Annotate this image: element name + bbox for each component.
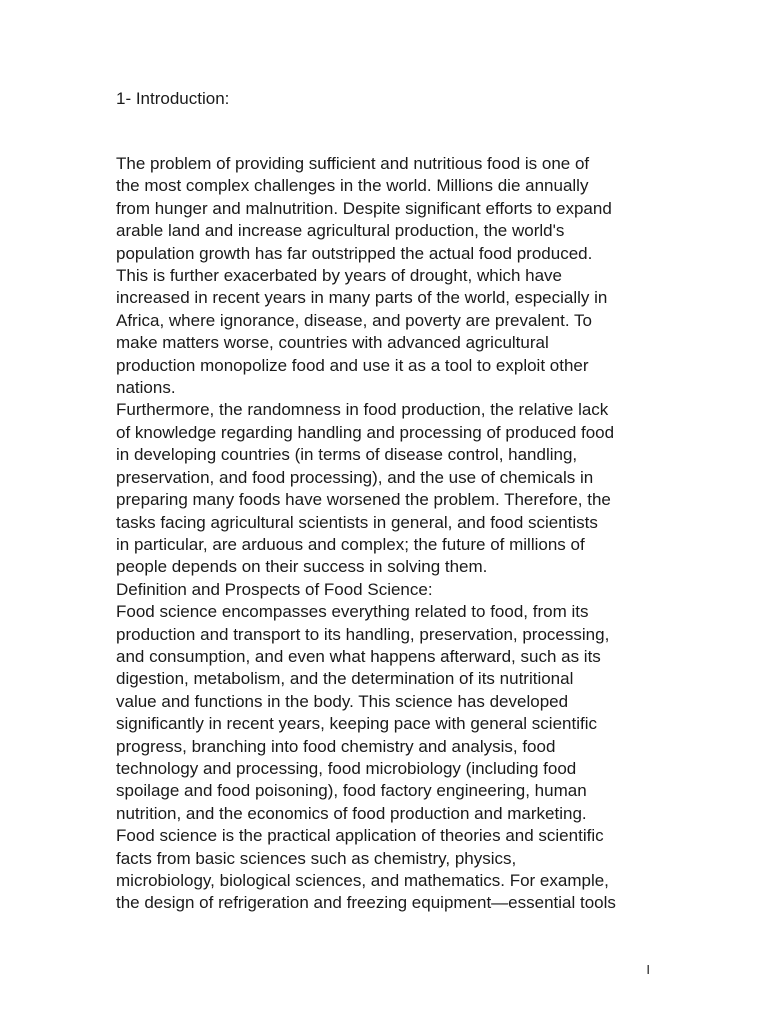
text-line: value and functions in the body. This science has developed bbox=[116, 691, 569, 711]
text-line: and consumption, and even what happens afterward, such as its bbox=[116, 646, 601, 666]
text-line: Food science is the practical application of theories and scientific bbox=[116, 826, 604, 846]
text-line: people depends on their success in solving them. bbox=[116, 557, 488, 577]
text-line: preservation, and food processing), and the use of chemicals in bbox=[116, 467, 594, 487]
text-line: Furthermore, the randomness in food production, the relative lack bbox=[116, 400, 609, 420]
text-line: nutrition, and the economics of food production and marketing. bbox=[116, 803, 587, 823]
page-number: I bbox=[646, 962, 650, 977]
text-line: significantly in recent years, keeping pace with general scientific bbox=[116, 714, 597, 734]
text-line: This is further exacerbated by years of drought, which have bbox=[116, 266, 563, 286]
text-line: production and transport to its handling, preservation, processing, bbox=[116, 624, 610, 644]
text-line: from hunger and malnutrition. Despite significant efforts to expand bbox=[116, 198, 612, 218]
text-line: production monopolize food and use it as a tool to exploit other bbox=[116, 355, 589, 375]
text-line: The problem of providing sufficient and nutritious food is one of bbox=[116, 154, 590, 173]
text-line: the most complex challenges in the world. Millions die annually bbox=[116, 176, 589, 196]
text-line: increased in recent years in many parts of the world, especially in bbox=[116, 288, 608, 308]
text-line: microbiology, biological sciences, and mathematics. For example, bbox=[116, 871, 609, 890]
text-line: make matters worse, countries with advanced agricultural bbox=[116, 333, 549, 353]
section-heading: 1- Introduction: bbox=[116, 89, 230, 108]
text-line: digestion, metabolism, and the determination of its nutritional bbox=[116, 669, 574, 689]
text-line: in developing countries (in terms of disease control, handling, bbox=[116, 445, 578, 465]
text-line: the design of refrigeration and freezing equipment—essential tools bbox=[116, 893, 616, 913]
text-line: arable land and increase agricultural production, the world's bbox=[116, 221, 565, 241]
text-line: population growth has far outstripped the actual food produced. bbox=[116, 243, 593, 263]
text-line: Africa, where ignorance, disease, and poverty are prevalent. To bbox=[116, 310, 592, 330]
text-line: Food science encompasses everything related to food, from its bbox=[116, 602, 589, 622]
body-text bbox=[116, 153, 661, 915]
text-line: progress, branching into food chemistry and analysis, food bbox=[116, 736, 556, 756]
subheading-line: Definition and Prospects of Food Science: bbox=[116, 579, 433, 599]
text-line: facts from basic sciences such as chemistry, physics, bbox=[116, 848, 517, 868]
text-line: spoilage and food poisoning), food factory engineering, human bbox=[116, 781, 587, 801]
text-line: nations. bbox=[116, 378, 176, 398]
text-line: preparing many foods have worsened the problem. Therefore, the bbox=[116, 490, 611, 510]
text-line: in particular, are arduous and complex; the future of millions of bbox=[116, 534, 585, 554]
text-line: technology and processing, food microbiology (including food bbox=[116, 758, 577, 778]
text-line: of knowledge regarding handling and processing of produced food bbox=[116, 422, 615, 442]
text-line: tasks facing agricultural scientists in general, and food scientists bbox=[116, 512, 598, 532]
